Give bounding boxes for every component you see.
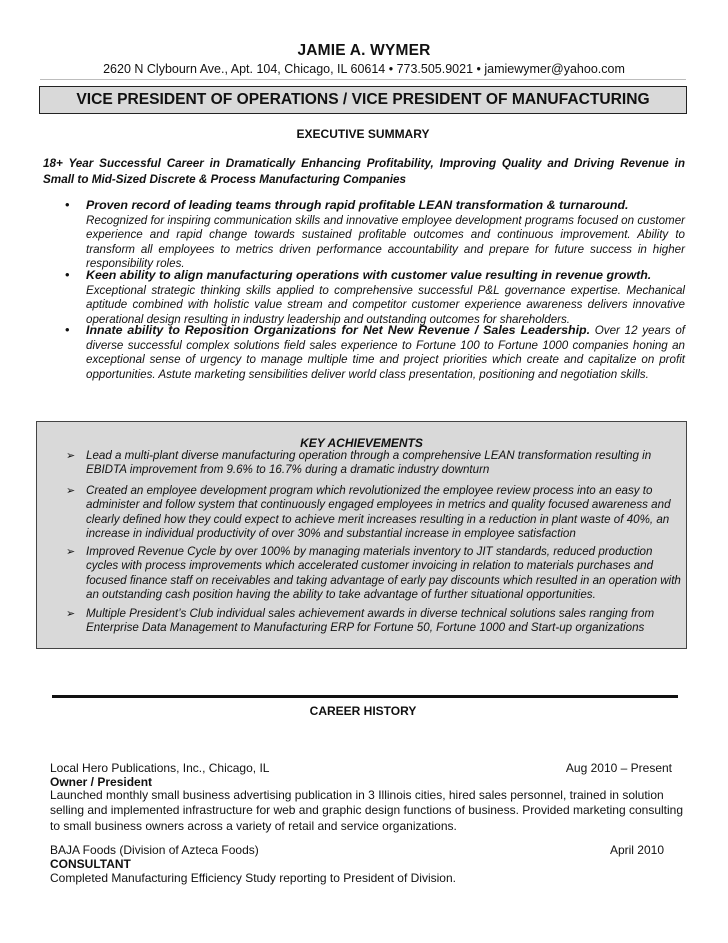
- summary-bullet-text: Over 12 years of diverse successful complex solutions field sales experience to Fortune 100 to Fortune 1000 companies honing an exceptional sense of urgency to manage multiple time and project priorities which create and capitalize on profit opportunities. Astute marketing sensibilities deliver world class presentation, positioning and negotiation skills.: [86, 324, 686, 381]
- job-dates: Aug 2010 – Present: [565, 761, 672, 775]
- job-description: Launched monthly small business advertising publication in 3 Illinois cities, hired sales personnel, trained in solution selling and implemented infrastructure for web and graphic design functions of business. Provided marketing consulting to small business owners across a variety of retail and service organizations.: [50, 788, 684, 833]
- summary-lead: 18+ Year Successful Career in Dramatically Enhancing Profitability, Improving Quality and Driving Revenue in Small to Mid-Sized Discrete & Process Manufacturing Companies: [43, 157, 685, 186]
- job-company-line: [50, 843, 672, 857]
- achievement-text: Created an employee development program which revolutionized the employee review process into an easy to administer and follow system that continuously engaged employees in metrics and quality focused awareness and clearly defined how they could expect to achieve merit increases resulting in a reduction in plant waste of 40%, an increase in individual productivity of over 30% and substantial increase in employee satisfaction: [86, 484, 671, 540]
- summary-bullet-bold: Innate ability to Reposition Organizations for Net New Revenue / Sales Leadership.: [86, 323, 591, 337]
- candidate-name: JAMIE A. WYMER: [297, 42, 431, 59]
- achievement-text: Multiple President’s Club individual sales achievement awards in diverse technical solutions sales ranging from Enterprise Data Management to Manufacturing ERP for Fortune 50, Fortune 1000 and Start-up organizations: [86, 607, 655, 635]
- job-company: BAJA Foods (Division of Azteca Foods): [50, 843, 259, 857]
- summary-bullet-text: Exceptional strategic thinking skills applied to comprehensive successful P&L governance expertise. Mechanical aptitude combined with holistic value stream and competitor customer experience awareness delivers innovative operational design resulting in industry leadership and outstanding outcomes for shareholders.: [86, 283, 685, 326]
- job-description: Completed Manufacturing Efficiency Study reporting to President of Division.: [50, 871, 456, 885]
- job-title: Owner / President: [50, 775, 153, 789]
- job-dates: April 2010: [609, 843, 664, 857]
- bullet-dot-icon: •: [65, 322, 70, 337]
- summary-bullet-text: Recognized for inspiring communication skills and innovative employee development programs focused on customer experience and rapid change towards sustained profitable outcomes and continuous improvement. Ability to transform all employees to metrics driven performance accountability and prepare for future success in higher responsibility roles.: [86, 213, 685, 271]
- arrow-bullet-icon: ➢: [66, 546, 76, 558]
- summary-bullet-bold: Proven record of leading teams through rapid profitable LEAN transformation & turnaround.: [86, 198, 629, 212]
- achievement-text: Lead a multi-plant diverse manufacturing operation through a comprehensive LEAN transformation resulting in EBIDTA improvement from 9.6% to 16.7% during a dramatic industry downturn: [86, 449, 652, 477]
- key-achievements-heading: KEY ACHIEVEMENTS: [300, 436, 423, 450]
- job-company-line: [50, 761, 672, 775]
- career-history-heading: CAREER HISTORY: [309, 704, 417, 718]
- contact-line: 2620 N Clybourn Ave., Apt. 104, Chicago, IL 60614 • 773.505.9021 • jamiewymer@yahoo.com: [103, 62, 625, 76]
- career-divider: [52, 695, 678, 698]
- target-title: VICE PRESIDENT OF OPERATIONS / VICE PRESIDENT OF MANUFACTURING: [76, 91, 650, 108]
- arrow-bullet-icon: ➢: [66, 608, 76, 620]
- bullet-dot-icon: •: [65, 197, 70, 212]
- job-company: Local Hero Publications, Inc., Chicago, IL: [50, 761, 270, 775]
- executive-summary-heading: EXECUTIVE SUMMARY: [296, 127, 430, 141]
- arrow-bullet-icon: ➢: [66, 485, 76, 497]
- summary-bullet-bold: Keen ability to align manufacturing operations with customer value resulting in revenue growth.: [86, 268, 652, 282]
- contact-divider: [40, 79, 686, 80]
- bullet-dot-icon: •: [65, 267, 70, 282]
- achievement-text: Improved Revenue Cycle by over 100% by managing materials inventory to JIT standards, reduced production cycles with process improvements which accelerated customer invoicing in relation to materials purchases and focused finance staff on receivables and taking advantage of early pay discounts which resulted in an operation with an outstanding cash position having the ability to take advantage of further situational opportunities.: [86, 545, 681, 601]
- arrow-bullet-icon: ➢: [66, 450, 76, 462]
- job-title: CONSULTANT: [50, 857, 131, 871]
